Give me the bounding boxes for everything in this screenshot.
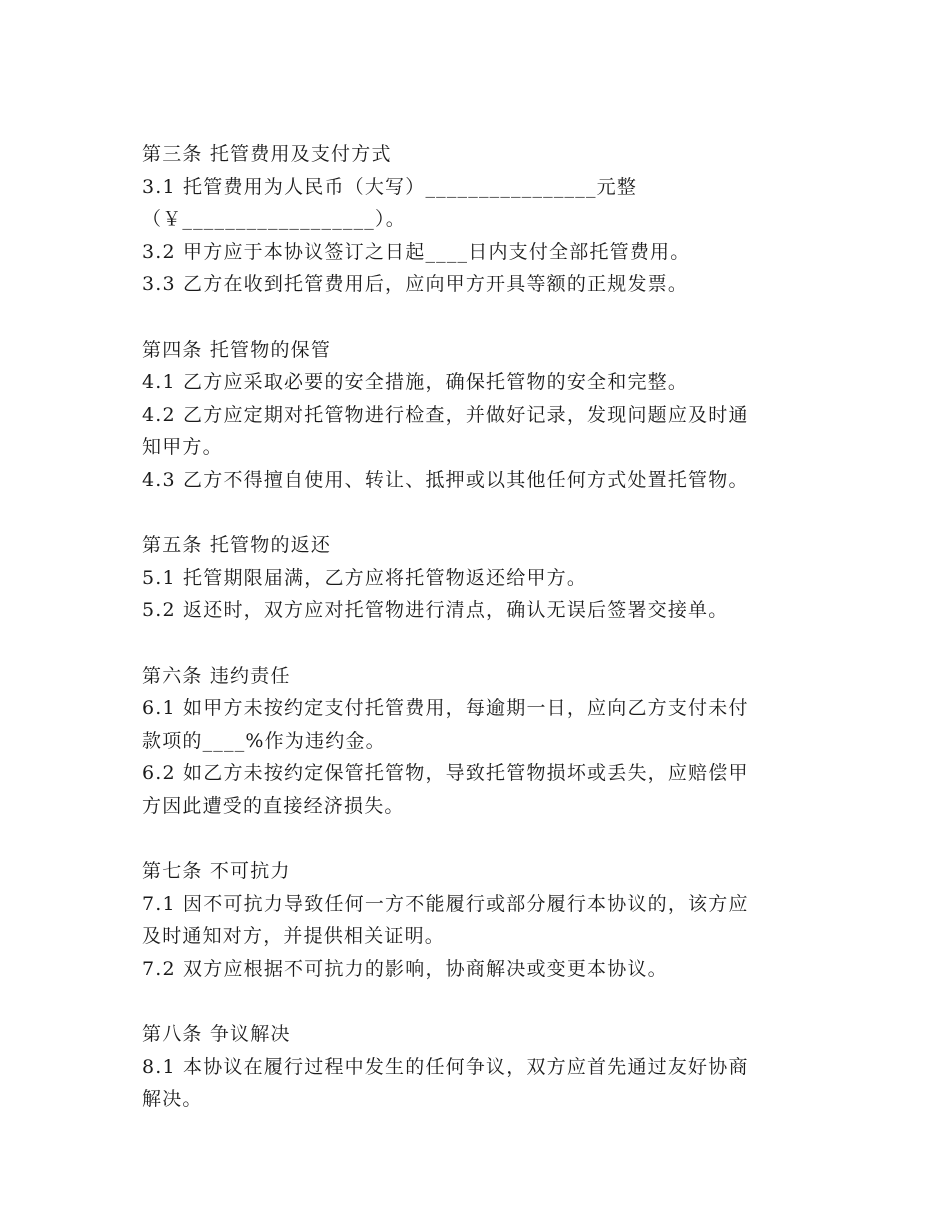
section-3 xyxy=(142,138,802,301)
clause-line: 7.2 双方应根据不可抗力的影响，协商解决或变更本协议。 xyxy=(142,957,668,980)
section-title: 第七条 不可抗力 xyxy=(142,860,291,883)
clause-line: 6.2 如乙方未按约定保管托管物，导致托管物损坏或丢失，应赔偿甲 xyxy=(142,762,749,785)
clause-line: 及时通知对方，并提供相关证明。 xyxy=(142,925,446,948)
section-title: 第八条 争议解决 xyxy=(142,1023,291,1046)
section-title: 第六条 违约责任 xyxy=(142,664,291,687)
section-title: 第三条 托管费用及支付方式 xyxy=(142,143,392,165)
clause-line: 解决。 xyxy=(142,1088,203,1111)
document-page xyxy=(142,138,802,1116)
section-title: 第五条 托管物的返还 xyxy=(142,534,332,557)
clause-line: 6.1 如甲方未按约定支付托管费用，每逾期一日，应向乙方支付未付 xyxy=(142,697,749,720)
clause-line: 8.1 本协议在履行过程中发生的任何争议，双方应首先通过友好协商 xyxy=(142,1055,749,1078)
clause-line: 4.1 乙方应采取必要的安全措施，确保托管物的安全和完整。 xyxy=(142,371,689,394)
section-spacer xyxy=(142,627,802,660)
clause-line: （￥__________________）。 xyxy=(142,208,406,231)
clause-line: 3.2 甲方应于本协议签订之日起____日内支付全部托管费用。 xyxy=(142,240,691,263)
clause-line: 5.2 返还时，双方应对托管物进行清点，确认无误后签署交接单。 xyxy=(142,599,729,622)
clause-line: 4.3 乙方不得擅自使用、转让、抵押或以其他任何方式处置托管物。 xyxy=(142,468,749,491)
section-5 xyxy=(142,529,802,627)
clause-line: 款项的____%作为违约金。 xyxy=(142,729,386,752)
clause-line: 5.1 托管期限届满，乙方应将托管物返还给甲方。 xyxy=(142,566,588,589)
clause-line: 3.1 托管费用为人民币（大写）________________元整 xyxy=(142,175,638,198)
section-4 xyxy=(142,334,802,497)
section-8 xyxy=(142,1018,802,1116)
clause-line: 方因此遭受的直接经济损失。 xyxy=(142,794,405,817)
clause-line: 3.3 乙方在收到托管费用后，应向甲方开具等额的正规发票。 xyxy=(142,273,689,296)
section-6 xyxy=(142,660,802,823)
clause-line: 4.2 乙方应定期对托管物进行检查，并做好记录，发现问题应及时通 xyxy=(142,403,749,426)
section-spacer xyxy=(142,301,802,334)
section-spacer xyxy=(142,985,802,1018)
section-title: 第四条 托管物的保管 xyxy=(142,338,332,361)
section-spacer xyxy=(142,497,802,530)
section-7 xyxy=(142,855,802,985)
clause-line: 7.1 因不可抗力导致任何一方不能履行或部分履行本协议的，该方应 xyxy=(142,892,749,915)
section-spacer xyxy=(142,822,802,855)
clause-line: 知甲方。 xyxy=(142,436,223,459)
